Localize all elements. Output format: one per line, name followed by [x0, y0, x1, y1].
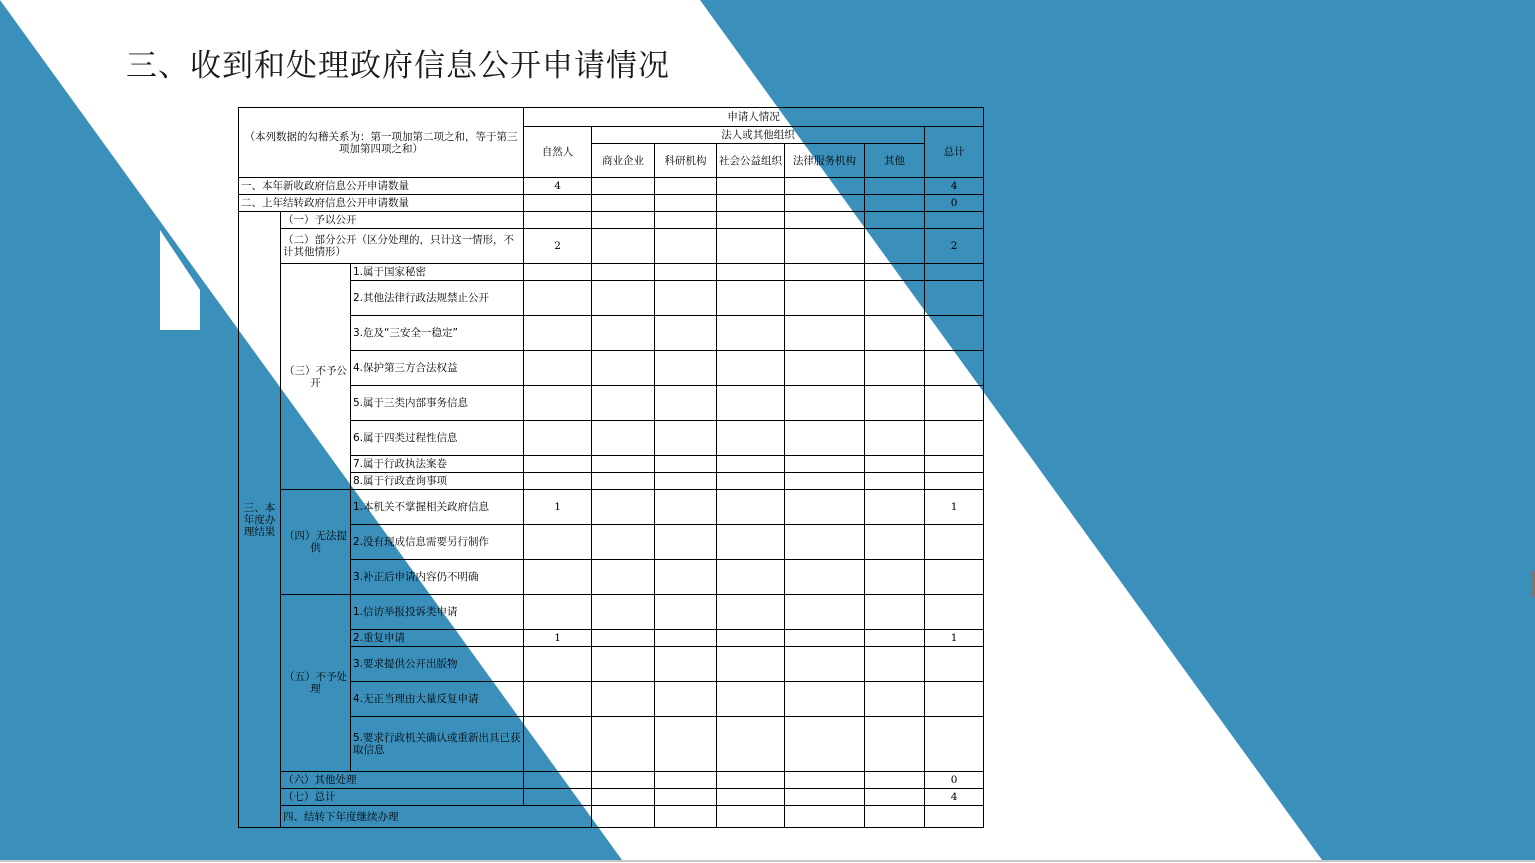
- info-disclosure-table-wrapper: [238, 107, 983, 828]
- table-row: [239, 630, 984, 647]
- group4-label: （四）无法提供: [281, 490, 351, 595]
- header-legal-group: 法人或其他组织: [592, 127, 925, 144]
- row-label: 3.补正后申请内容仍不明确: [351, 560, 524, 595]
- row-label: 7.属于行政执法案卷: [351, 456, 524, 473]
- group5-label: （五）不予处理: [281, 595, 351, 772]
- header-total: 总计: [925, 127, 984, 178]
- table-row: [239, 595, 984, 630]
- table-row: [239, 386, 984, 421]
- cell-value: 1: [925, 490, 984, 525]
- table-row: [239, 316, 984, 351]
- scroll-handle[interactable]: [1531, 571, 1535, 597]
- cell-value: 2: [925, 229, 984, 264]
- table-row: [239, 178, 984, 195]
- row-label: 5.要求行政机关确认或重新出具已获取信息: [351, 717, 524, 772]
- table-row: [239, 421, 984, 456]
- table-row: [239, 682, 984, 717]
- table-row: [239, 473, 984, 490]
- section3-label: 三、本年度办理结果: [239, 212, 281, 828]
- table-row: [239, 195, 984, 212]
- cell-value: 0: [925, 772, 984, 789]
- cell-value: 4: [925, 789, 984, 806]
- header-research: 科研机构: [655, 144, 717, 178]
- header-social: 社会公益组织: [717, 144, 785, 178]
- row-label: 4.保护第三方合法权益: [351, 351, 524, 386]
- table-row: [239, 281, 984, 316]
- row-label: 6.属于四类过程性信息: [351, 421, 524, 456]
- row-label: 1.属于国家秘密: [351, 264, 524, 281]
- row-label: （六）其他处理: [281, 772, 524, 789]
- header-other: 其他: [865, 144, 925, 178]
- row-label: 一、本年新收政府信息公开申请数量: [239, 178, 524, 195]
- row-label: 3.危及“三安全一稳定”: [351, 316, 524, 351]
- row-label: 二、上年结转政府信息公开申请数量: [239, 195, 524, 212]
- row-label: 四、结转下年度继续办理: [281, 806, 592, 828]
- row-label: 1.本机关不掌握相关政府信息: [351, 490, 524, 525]
- corner-note-cell: （本列数据的勾稽关系为：第一项加第二项之和，等于第三项加第四项之和）: [239, 108, 524, 178]
- table-row: [239, 806, 984, 828]
- table-row: [239, 647, 984, 682]
- row-label: 5.属于三类内部事务信息: [351, 386, 524, 421]
- row-label: 1.信访举报投诉类申请: [351, 595, 524, 630]
- row-label: 3.要求提供公开出版物: [351, 647, 524, 682]
- header-natural-person: 自然人: [524, 127, 592, 178]
- row-label: 8.属于行政查询事项: [351, 473, 524, 490]
- cell-value: 4: [524, 178, 592, 195]
- table-row: [239, 789, 984, 806]
- table-row: [239, 212, 984, 229]
- slide-title: 三、收到和处理政府信息公开申请情况: [126, 48, 670, 84]
- header-business: 商业企业: [592, 144, 655, 178]
- row-label: 2.其他法律行政法规禁止公开: [351, 281, 524, 316]
- row-label: 2.重复申请: [351, 630, 524, 647]
- cell-value: 0: [925, 195, 984, 212]
- row-label: （一）予以公开: [281, 212, 524, 229]
- table-row: [239, 264, 984, 281]
- cell-value: 1: [925, 630, 984, 647]
- table-row: [239, 560, 984, 595]
- cell-value: 1: [524, 490, 592, 525]
- cell-value: 2: [524, 229, 592, 264]
- cell-value: 1: [524, 630, 592, 647]
- table-row: [239, 108, 984, 127]
- row-label: 2.没有现成信息需要另行制作: [351, 525, 524, 560]
- header-applicant-cell: 申请人情况: [524, 108, 984, 127]
- table-row: [239, 772, 984, 789]
- table-row: [239, 229, 984, 264]
- row-label: 4.无正当理由大量反复申请: [351, 682, 524, 717]
- table-row: [239, 717, 984, 772]
- row-label: （七）总计: [281, 789, 524, 806]
- group3-label: （三）不予公开: [281, 264, 351, 490]
- cell-value: 4: [925, 178, 984, 195]
- row-label: （二）部分公开（区分处理的，只计这一情形，不计其他情形）: [281, 229, 524, 264]
- table-row: [239, 490, 984, 525]
- table-row: [239, 525, 984, 560]
- table-row: [239, 456, 984, 473]
- info-disclosure-table: [238, 107, 984, 828]
- table-row: [239, 351, 984, 386]
- header-legal-service: 法律服务机构: [785, 144, 865, 178]
